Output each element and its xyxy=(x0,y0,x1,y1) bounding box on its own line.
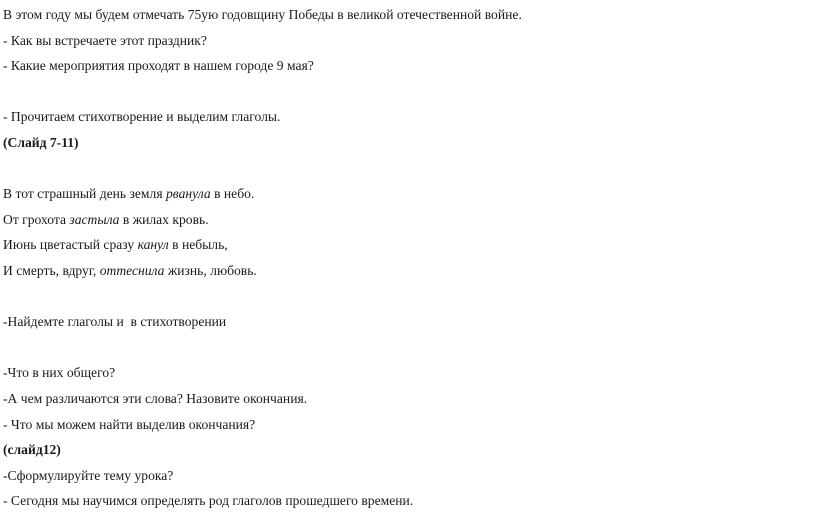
text-run: -Сформулируйте тему урока? xyxy=(3,467,174,483)
paragraph xyxy=(3,53,776,79)
text-run: (слайд12) xyxy=(3,442,61,458)
text-run: - Сегодня мы научимся определять род глаголов прошедшего времени. xyxy=(3,493,414,509)
text-run: (Слайд 7-11) xyxy=(3,134,79,150)
text-run: В этом году мы будем отмечать 75ую годовщину Победы в великой отечественной войне. xyxy=(3,7,522,22)
paragraph xyxy=(3,2,776,28)
text-run: -А чем различаются эти слова? Назовите окончания. xyxy=(3,390,308,406)
text-run: рванула xyxy=(165,186,211,202)
text-run: От грохота xyxy=(3,211,70,227)
text-run: -Что в них общего? xyxy=(3,365,116,381)
paragraph xyxy=(3,463,776,489)
text-run: -Найдемте глаголы и в стихотворении xyxy=(3,314,227,330)
text-run: оттеснила xyxy=(99,262,165,278)
paragraph xyxy=(3,258,776,284)
text-run: Июнь цветастый сразу xyxy=(3,237,138,253)
text-run: застыла xyxy=(69,211,120,227)
text-run: - Что мы можем найти выделив окончания? xyxy=(3,416,256,432)
blank-line xyxy=(3,335,776,361)
text-run: в жилах кровь. xyxy=(119,211,209,227)
text-run: - Как вы встречаете этот праздник? xyxy=(3,32,207,48)
blank-line xyxy=(3,79,776,105)
text-run: - Прочитаем стихотворение и выделим глаголы. xyxy=(3,109,281,125)
text-run: канул xyxy=(137,237,169,253)
text-run: жизнь, любовь. xyxy=(164,262,257,278)
text-run: И смерть, вдруг, xyxy=(3,262,100,278)
text-run: в небыль, xyxy=(168,237,228,253)
paragraph xyxy=(3,309,776,335)
paragraph xyxy=(3,232,776,258)
paragraph xyxy=(3,386,776,412)
paragraph xyxy=(3,412,776,438)
paragraph xyxy=(3,437,776,463)
text-run: В тот страшный день земля xyxy=(3,186,166,202)
paragraph xyxy=(3,181,776,207)
paragraph xyxy=(3,130,776,156)
paragraph xyxy=(3,207,776,233)
paragraph xyxy=(3,28,776,54)
paragraph xyxy=(3,104,776,130)
blank-line xyxy=(3,156,776,182)
text-run: - Какие мероприятия проходят в нашем городе 9 мая? xyxy=(3,58,314,74)
paragraph xyxy=(3,488,776,512)
text-run: в небо. xyxy=(210,186,255,202)
blank-line xyxy=(3,284,776,310)
paragraph xyxy=(3,360,776,386)
